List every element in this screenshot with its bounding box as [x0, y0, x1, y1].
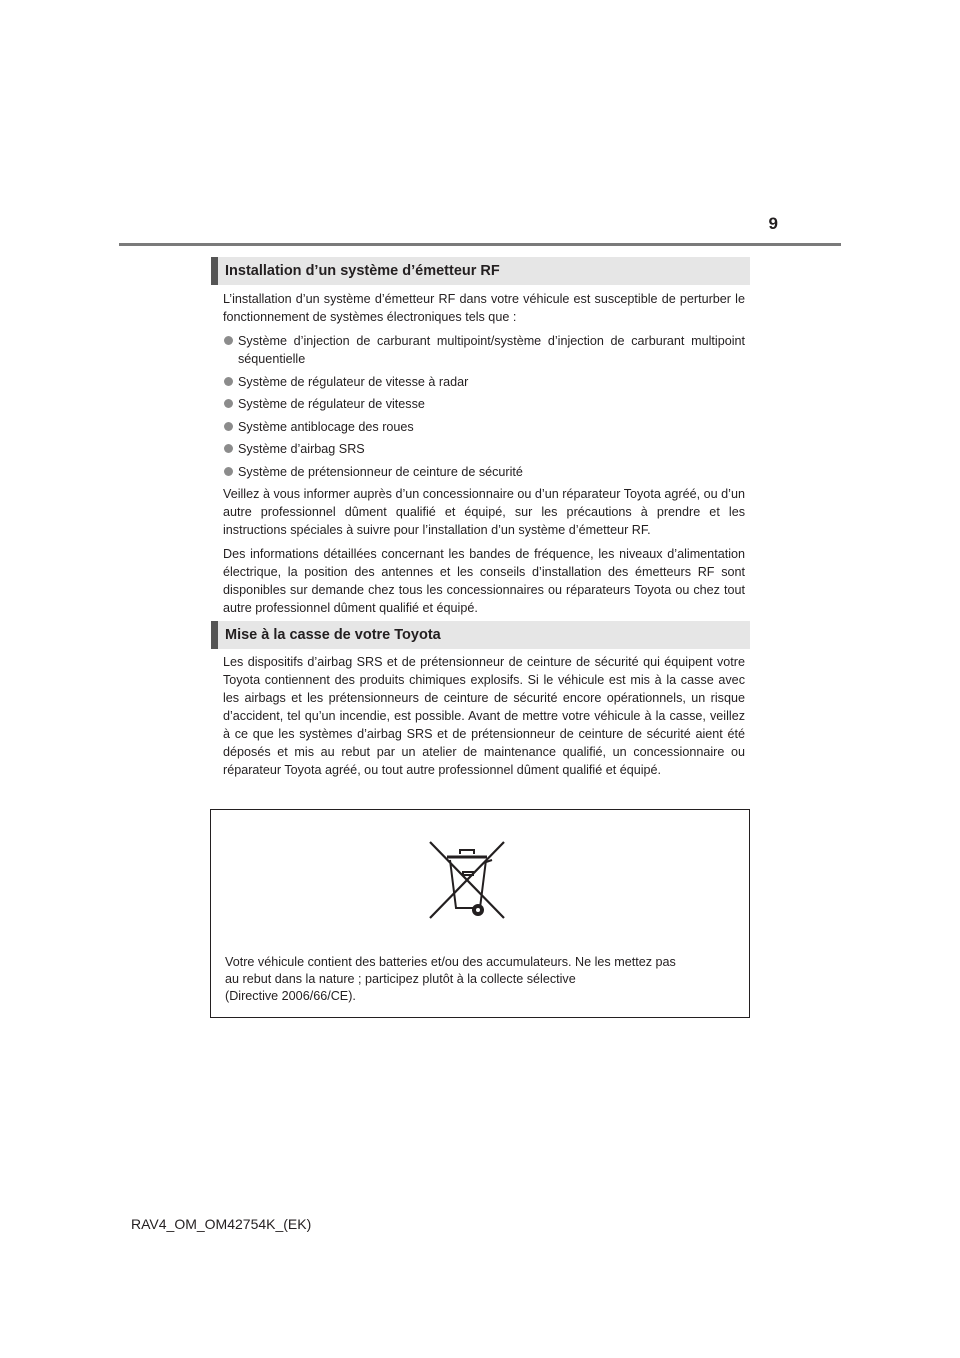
rf-advice-paragraph: Veillez à vous informer auprès d’un concessionnaire ou d’un réparateur Toyota agréé, ou d’un autre professionnel dûment qualifié et équipé, sur les précautions à prendre et les instructions spéciales à suivre pour l’installation d’un système d’émetteur RF. [223, 487, 745, 537]
bullet-icon [224, 399, 233, 408]
notice-line: au rebut dans la nature ; participez plutôt à la collecte sélective [225, 972, 576, 986]
list-item-text: Système antiblocage des roues [238, 419, 414, 434]
rf-details-paragraph: Des informations détaillées concernant les bandes de fréquence, les niveaux d’alimentation électrique, la position des antennes et les conseils d’installation des émetteurs RF sont disponibles sur demande chez tous les concessionnaires ou réparateurs Toyota ou chez tout autre professionnel dûment qualifié et équipé. [223, 547, 745, 615]
list-item [223, 373, 745, 391]
scrapping-paragraph: Les dispositifs d’airbag SRS et de prétensionneur de ceinture de sécurité qui équipent votre Toyota contiennent des produits chimiques explosifs. Si le véhicule est mis à la casse avec les airbags et les prétensionneurs de ceinture de sécurité encore opérationnels, un risque d’accident, tel qu’un incendie, est possible. Avant de mettre votre véhicule à la casse, veillez à ce que les systèmes d’airbag SRS et de prétensionneur de ceinture de sécurité aient été déposés et mis au rebut par un atelier de maintenance qualifié, un concessionnaire ou réparateur Toyota agréé, ou tout autre professionnel dûment qualifié et équipé. [223, 655, 745, 777]
scrapping-body [223, 653, 745, 785]
section-title: Mise à la casse de votre Toyota [225, 627, 441, 643]
header-rule [119, 243, 841, 246]
rf-installation-body [223, 290, 745, 623]
bullet-icon [224, 467, 233, 476]
list-item-text: Système de prétensionneur de ceinture de sécurité [238, 464, 523, 479]
list-item [223, 418, 745, 436]
list-item-text: Système de régulateur de vitesse à radar [238, 374, 469, 389]
list-item [223, 395, 745, 413]
battery-disposal-notice [210, 809, 750, 1018]
list-item-text: Système d’injection de carburant multipoint/système d’injection de carburant multipoint séquentielle [238, 334, 745, 366]
crossed-out-wheelie-bin-icon [426, 838, 508, 922]
list-item-text: Système d’airbag SRS [238, 442, 365, 456]
bullet-icon [224, 336, 233, 345]
section-heading-rf-installation [211, 257, 750, 285]
list-item [223, 463, 745, 481]
notice-text [225, 954, 745, 1005]
section-heading-scrapping [211, 621, 750, 649]
list-item [223, 332, 745, 368]
list-item-text: Système de régulateur de vitesse [238, 397, 425, 411]
section-title: Installation d’un système d’émetteur RF [225, 263, 500, 279]
bullet-icon [224, 377, 233, 386]
affected-systems-list [223, 332, 745, 481]
heading-accent-bar [211, 257, 218, 285]
bullet-icon [224, 422, 233, 431]
notice-line: Votre véhicule contient des batteries et/ou des accumulateurs. Ne les mettez pas [225, 955, 676, 969]
document-code: RAV4_OM_OM42754K_(EK) [131, 1216, 312, 1232]
page-number: 9 [768, 214, 778, 233]
list-item [223, 440, 745, 458]
rf-intro-paragraph: L’installation d’un système d’émetteur RF dans votre véhicule est susceptible de perturber le fonctionnement de systèmes électroniques tels que : [223, 292, 745, 324]
bullet-icon [224, 444, 233, 453]
heading-accent-bar [211, 621, 218, 649]
notice-line: (Directive 2006/66/CE). [225, 989, 356, 1003]
